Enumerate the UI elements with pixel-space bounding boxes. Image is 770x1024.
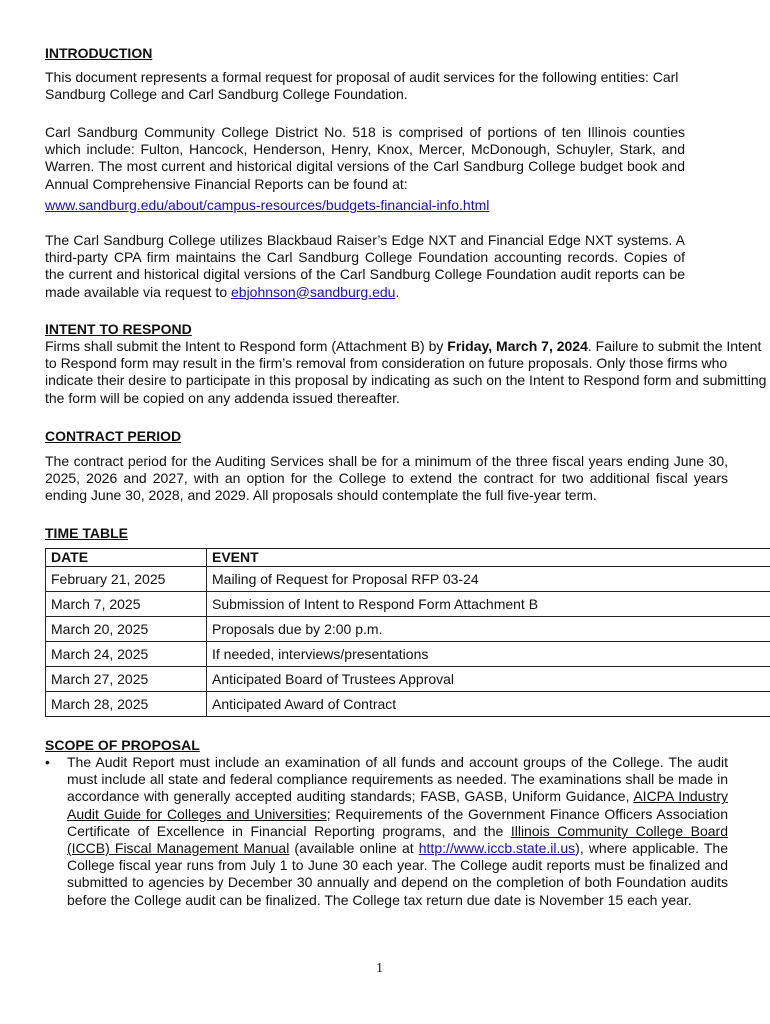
timetable-heading: TIME TABLE [45,525,128,541]
intro-heading: INTRODUCTION [45,45,153,61]
intent-post: . Failure to submit the Intent to Respond form may result in the firm’s removal from consideration on future proposals. Only those firms who indicate their desire to participate in this proposal by indicating as such on the Intent to Respond form and submitting the form will be copied on any addenda issued thereafter. [45,338,767,406]
contract-heading: CONTRACT PERIOD [45,428,182,444]
email-link[interactable]: ebjohnson@sandburg.edu [231,283,396,300]
date-cell: March 24, 2025 [46,642,207,667]
table-row [46,692,770,717]
table-row [46,642,770,667]
date-cell: March 27, 2025 [46,667,207,692]
date-cell: March 7, 2025 [46,592,207,617]
event-cell: Anticipated Award of Contract [207,692,770,717]
table-row [46,667,770,692]
intent-paragraph [45,338,770,407]
intent-heading: INTENT TO RESPOND [45,321,192,337]
table-header-row [46,549,770,567]
event-cell: If needed, interviews/presentations [207,642,770,667]
date-cell: March 20, 2025 [46,617,207,642]
scope-t1: The Audit Report must include an examination of all funds and account groups of the College. The audit must include all state and federal compliance requirements as needed. The examinations shall be made in accordance with generally accepted auditing standards; FASB, GASB, Uniform Guidance, [67,754,728,805]
event-cell: Mailing of Request for Proposal RFP 03-24 [207,567,770,592]
intro-paragraph-2: Carl Sandburg Community College District No. 518 is comprised of portions of ten Illinois counties which include: Fulton, Hancock, Henderson, Henry, Knox, Mercer, McDonough, Schuyler, Stark, and Warren. The most current and historical digital versions of the Carl Sandburg College budget book and Annual Comprehensive Financial Reports can be found at: [45,124,685,192]
scope-heading: SCOPE OF PROPOSAL [45,737,200,753]
aicpa-guide-ref: AICPA Industry Audit Guide for Colleges and Universities [67,788,728,822]
scope-t4: ), where applicable. The College fiscal year runs from July 1 to June 30 each year. The College audit reports must be finalized and submitted to agencies by December 30 annually and depend on the completion of both Foundation audits before the College audit can be finalized. The College tax return due date is November 15 each year. [67,840,728,908]
table-row [46,592,770,617]
table-row [46,567,770,592]
iccb-link[interactable]: http://www.iccb.state.il.us [418,840,576,857]
timetable-table [45,548,770,717]
intro-paragraph-3 [45,232,685,301]
intent-date: Friday, March 7, 2024 [447,338,588,354]
intro-paragraph-1: This document represents a formal request for proposal of audit services for the following entities: Carl Sandburg College and Carl Sandburg College Foundation. [45,69,679,103]
intro-p3-text: The Carl Sandburg College utilizes Blackbaud Raiser’s Edge NXT and Financial Edge NXT systems. A third-party CPA firm maintains the Carl Sandburg College Foundation accounting records. Copies of the current and historical digital versions of the Carl Sandburg College Foundation audit reports can be made available via request to [45,232,685,300]
contract-paragraph: The contract period for the Auditing Services shall be for a minimum of the three fiscal years ending June 30, 2025, 2026 and 2027, with an option for the College to extend the contract for two additional fiscal years ending June 30, 2028, and 2029. All proposals should contemplate the full five-year term. [45,453,728,504]
budget-info-link[interactable]: www.sandburg.edu/about/campus-resources/budgets-financial-info.html [45,197,490,213]
intro-p3-end: . [395,283,400,300]
bullet-icon: • [45,754,50,770]
scope-t3: (available online at [289,840,419,857]
date-cell: March 28, 2025 [46,692,207,717]
page-number: 1 [376,961,383,976]
column-header-date: DATE [46,549,207,567]
event-cell: Proposals due by 2:00 p.m. [207,617,770,642]
intent-pre: Firms shall submit the Intent to Respond form (Attachment B) by [45,338,448,354]
event-cell: Anticipated Board of Trustees Approval [207,667,770,692]
column-header-event: EVENT [207,549,770,567]
scope-paragraph [67,754,728,909]
table-row [46,617,770,642]
iccb-manual-ref: Illinois Community College Board (ICCB) Fiscal Management Manual [67,822,729,857]
date-cell: February 21, 2025 [46,567,207,592]
event-cell: Submission of Intent to Respond Form Attachment B [207,592,770,617]
scope-t2: ; Requirements of the Government Finance Officers Association Certificate of Excellence in Financial Reporting programs, and the [67,805,728,839]
